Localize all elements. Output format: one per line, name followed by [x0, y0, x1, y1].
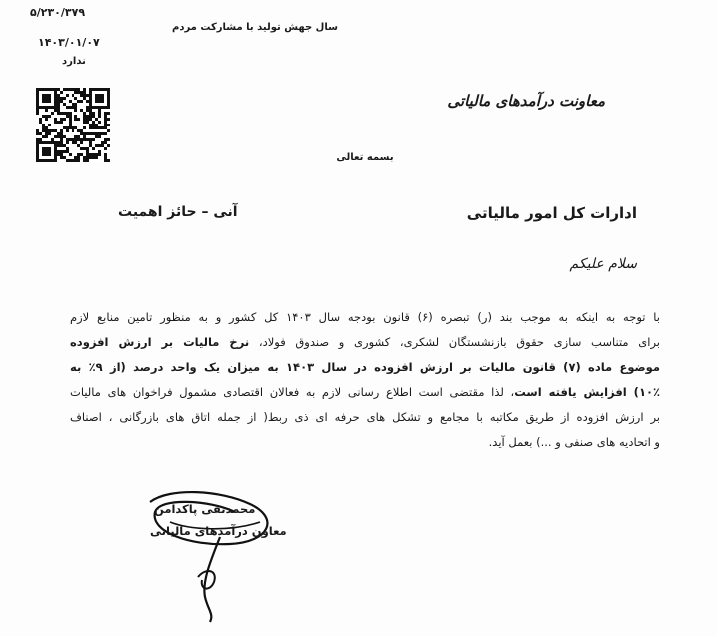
body-line — [70, 330, 660, 355]
salutation: سلام علیکم — [569, 256, 637, 272]
letter-body — [70, 305, 660, 455]
attachment-status: ندارد — [62, 56, 86, 67]
body-line-bold: موضوع ماده (۷) قانون مالیات بر ارزش افزوده در سال ۱۴۰۳ به میزان یک واحد درصد (از ۹٪ به — [70, 360, 660, 374]
body-text-bold: ۱۰٪) افزایش یافته است — [514, 385, 660, 399]
basmala-heading: بسمه تعالی — [336, 152, 394, 163]
body-line: با توجه به اینکه به موجب بند (ر) تبصره (۶) قانون بودجه سال ۱۴۰۳ کل کشور و به منظور تامین منابع لازم — [70, 310, 660, 324]
body-line: بر ارزش افزوده از طریق مکاتبه با مجامع و تشکل های حرفه ای ذی ربط( از جمله اتاق های بازرگانی ، اصناف — [70, 410, 660, 424]
year-slogan: سال جهش تولید با مشارکت مردم — [172, 22, 338, 33]
addressee: ادارات کل امور مالیاتی — [466, 204, 637, 222]
urgency-label: آنی – حائز اهمیت — [118, 204, 238, 220]
body-line — [70, 380, 660, 405]
department-logo-text: معاونت درآمدهای مالیاتی — [447, 92, 605, 110]
body-text-normal: ، لذا مقتضی است اطلاع رسانی لازم به فعالان اقتصادی مشمول فراخوان های مالیات — [70, 385, 515, 399]
body-text-bold: نرخ مالیات بر ارزش افزوده — [70, 335, 250, 349]
signatory-name: محمدتقی پاکدامن — [154, 502, 256, 516]
qr-code-icon — [36, 88, 110, 162]
body-line: و اتحادیه های صنفی و ...) بعمل آید. — [488, 435, 660, 449]
body-text-normal: برای متناسب سازی حقوق بازنشستگان لشکری، کشوری و صندوق فولاد، — [249, 335, 661, 349]
reference-number: ۵/۲۳۰/۳۷۹ — [30, 6, 86, 19]
letter-date: ۱۴۰۳/۰۱/۰۷ — [38, 36, 100, 49]
signatory-title: معاون درآمدهای مالیاتی — [150, 524, 287, 538]
